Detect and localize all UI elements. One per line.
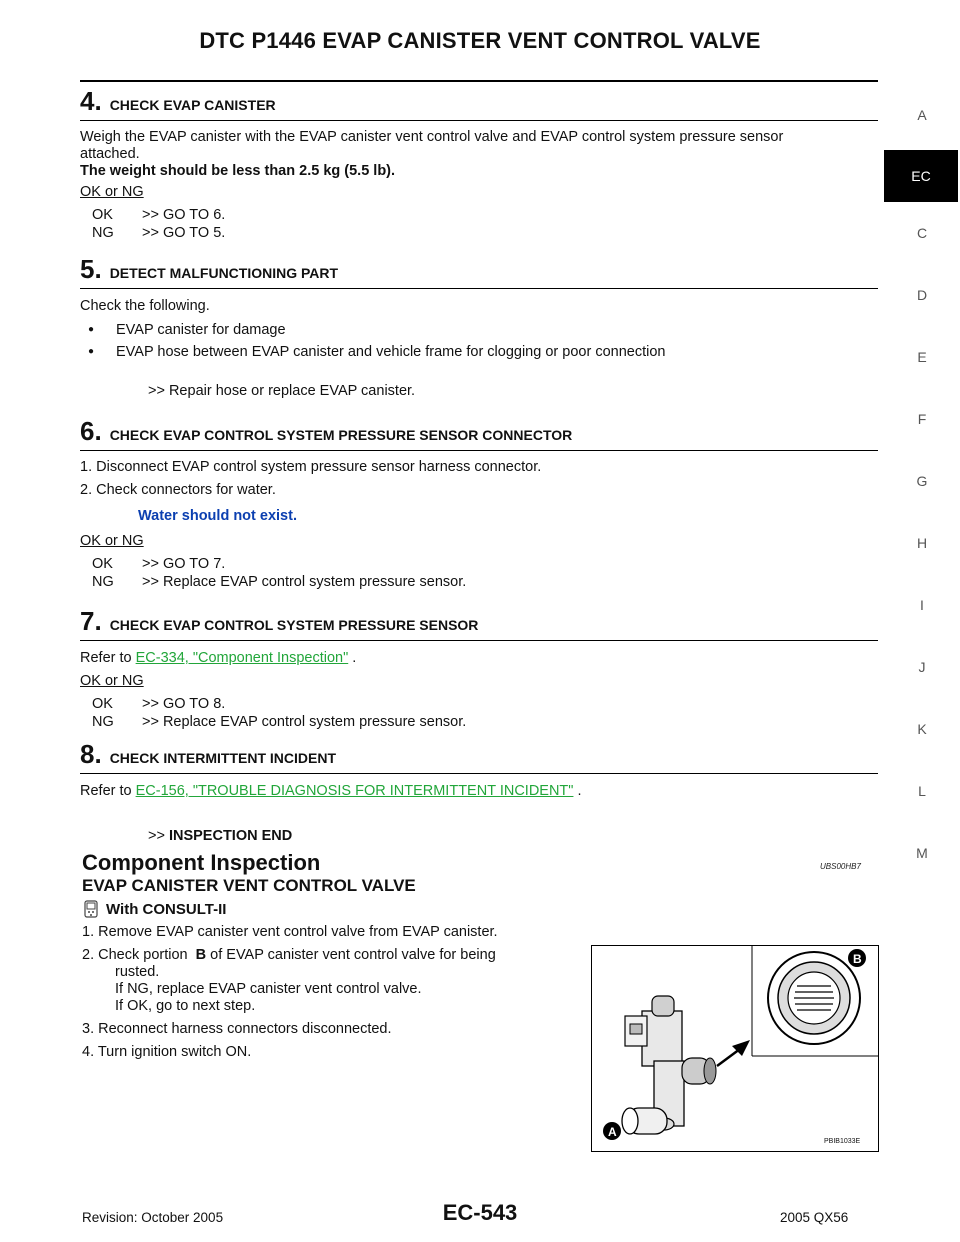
spec-note: Water should not exist. <box>138 508 297 524</box>
revision-date: Revision: October 2005 <box>82 1210 224 1225</box>
step-7 <box>80 608 878 731</box>
spec-text: The weight should be less than 2.5 kg (5.5 lb). <box>80 163 396 179</box>
step-number: 8. <box>80 739 102 769</box>
result-value: >> GO TO 6. <box>142 207 226 223</box>
item-text: of EVAP canister vent control valve for being <box>206 947 496 963</box>
step-4-heading <box>80 88 878 121</box>
ng-result <box>80 713 878 731</box>
step-title: CHECK EVAP CONTROL SYSTEM PRESSURE SENSOR CONNECTOR <box>109 427 573 443</box>
result-value: >> Replace EVAP control system pressure sensor. <box>142 574 467 590</box>
item-text: rusted. <box>115 964 160 980</box>
list-item: ● EVAP canister for damage <box>80 319 878 341</box>
step-6 <box>80 418 878 591</box>
figure-code: PBIB1033E <box>824 1138 861 1145</box>
result-key: NG <box>92 574 114 590</box>
result-value: >> GO TO 5. <box>142 225 226 241</box>
tab-e[interactable]: E <box>917 349 927 365</box>
tab-j[interactable]: J <box>918 659 926 675</box>
step-8-heading <box>80 741 878 774</box>
ok-or-ng-label: OK or NG <box>80 673 144 689</box>
result-prefix: >> <box>148 828 165 844</box>
step-number: 6. <box>80 416 102 446</box>
reference-line <box>80 650 878 667</box>
ng-result <box>80 573 878 591</box>
step-title: CHECK EVAP CANISTER <box>109 97 276 113</box>
ok-result <box>80 206 878 224</box>
section-title: Component Inspection <box>82 850 321 875</box>
tab-d[interactable]: D <box>916 287 928 303</box>
result-value: >> GO TO 7. <box>142 556 226 572</box>
step-4 <box>80 88 878 242</box>
ng-result <box>80 224 878 242</box>
section-code: UBS00HB7 <box>820 862 861 871</box>
step-text: Check the following. <box>80 298 210 314</box>
tab-h[interactable]: H <box>916 535 928 551</box>
ok-result <box>80 555 878 573</box>
step-5-heading <box>80 256 878 289</box>
result-key: OK <box>92 696 113 712</box>
valve-drawing <box>592 946 878 1151</box>
valve-illustration <box>591 945 879 1152</box>
list-item <box>82 947 582 964</box>
step-title: CHECK INTERMITTENT INCIDENT <box>109 750 337 766</box>
reference-line <box>80 783 878 800</box>
result-text: >> Repair hose or replace EVAP canister. <box>148 383 416 399</box>
portion-label: B <box>195 947 207 963</box>
tab-g[interactable]: G <box>916 473 928 489</box>
item-text: If OK, go to next step. <box>115 998 256 1014</box>
tab-m[interactable]: M <box>916 845 928 861</box>
item-text: If NG, replace EVAP canister vent control valve. <box>115 981 422 997</box>
subsection-title: EVAP CANISTER VENT CONTROL VALVE <box>82 876 416 895</box>
step-number: 5. <box>80 254 102 284</box>
step-7-heading <box>80 608 878 641</box>
refer-suffix: . <box>573 783 582 799</box>
list-item: 1. Remove EVAP canister vent control valve from EVAP canister. <box>82 924 498 940</box>
consult-tool-icon <box>82 900 100 918</box>
ok-or-ng-label: OK or NG <box>80 533 144 549</box>
result-value: >> Replace EVAP control system pressure sensor. <box>142 714 467 730</box>
list-item: 2. Check connectors for water. <box>80 482 276 498</box>
page-number: EC-543 <box>442 1200 518 1225</box>
tab-c[interactable]: C <box>916 225 928 241</box>
list-item: 4. Turn ignition switch ON. <box>82 1044 252 1060</box>
page-title: DTC P1446 EVAP CANISTER VENT CONTROL VALVE <box>199 28 761 53</box>
reference-link[interactable]: EC-334, "Component Inspection" <box>135 650 349 666</box>
consult-label: With CONSULT-II <box>106 900 227 918</box>
tab-f[interactable]: F <box>917 411 927 427</box>
refer-prefix: Refer to <box>80 650 136 666</box>
tab-ec[interactable]: EC <box>884 150 958 202</box>
step-number: 7. <box>80 606 102 636</box>
list-item: ● EVAP hose between EVAP canister and vehicle frame for clogging or poor connection <box>80 341 878 363</box>
reference-link[interactable]: EC-156, "TROUBLE DIAGNOSIS FOR INTERMITTENT INCIDENT" <box>135 783 574 799</box>
step-text: Weigh the EVAP canister with the EVAP canister vent control valve and EVAP control system pressure sensor <box>80 129 784 145</box>
tab-l[interactable]: L <box>918 783 926 799</box>
ok-result <box>80 695 878 713</box>
result-key: OK <box>92 207 113 223</box>
consult-line <box>82 900 226 918</box>
label-b: B <box>853 952 862 966</box>
result-text <box>80 828 878 845</box>
step-title: DETECT MALFUNCTIONING PART <box>109 265 339 281</box>
step-5 <box>80 256 878 400</box>
refer-suffix: . <box>348 650 357 666</box>
item-text: 2. Check portion <box>82 947 188 963</box>
result-value: >> GO TO 8. <box>142 696 226 712</box>
inspection-steps <box>82 924 582 1061</box>
title-divider <box>80 80 878 82</box>
step-title: CHECK EVAP CONTROL SYSTEM PRESSURE SENSOR <box>109 617 479 633</box>
model-year: 2005 QX56 <box>780 1210 849 1225</box>
label-a: A <box>608 1125 617 1139</box>
tab-k[interactable]: K <box>917 721 927 737</box>
result-value: INSPECTION END <box>168 828 293 844</box>
result-key: NG <box>92 225 114 241</box>
list-item: 3. Reconnect harness connectors disconnected. <box>82 1021 392 1037</box>
step-number: 4. <box>80 86 102 116</box>
list-item: 1. Disconnect EVAP control system pressure sensor harness connector. <box>80 459 542 475</box>
tab-a[interactable]: A <box>917 107 927 123</box>
ok-or-ng-label: OK or NG <box>80 184 144 200</box>
step-text: attached. <box>80 146 140 162</box>
refer-prefix: Refer to <box>80 783 136 799</box>
result-key: NG <box>92 714 114 730</box>
section-index-tabs <box>884 100 960 884</box>
step-6-heading <box>80 418 878 451</box>
result-key: OK <box>92 556 113 572</box>
tab-i[interactable]: I <box>920 597 924 613</box>
step-8 <box>80 741 878 845</box>
